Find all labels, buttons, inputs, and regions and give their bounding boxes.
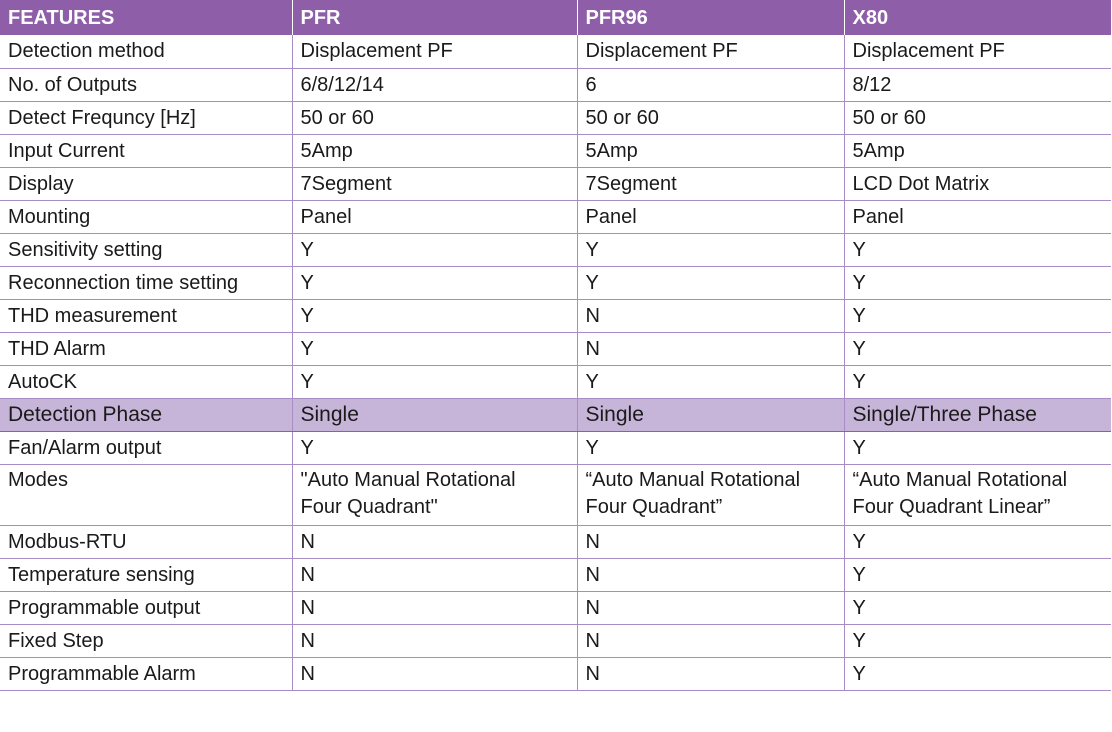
x80-value-cell: Y — [844, 657, 1111, 690]
header-features: FEATURES — [0, 0, 292, 35]
pfr96-value-cell: N — [577, 624, 844, 657]
x80-value-cell: Single/Three Phase — [844, 398, 1111, 431]
pfr-value-cell: Y — [292, 299, 577, 332]
table-row — [0, 431, 1111, 464]
pfr-value-cell: Y — [292, 332, 577, 365]
pfr96-value-cell: Displacement PF — [577, 35, 844, 68]
table-row — [0, 266, 1111, 299]
pfr-value-cell: Y — [292, 365, 577, 398]
pfr96-value-cell: N — [577, 558, 844, 591]
feature-name-cell: THD measurement — [0, 299, 292, 332]
pfr96-value-cell: N — [577, 332, 844, 365]
table-row — [0, 464, 1111, 525]
pfr-value-cell: N — [292, 624, 577, 657]
feature-name-cell: No. of Outputs — [0, 68, 292, 101]
feature-name-cell: THD Alarm — [0, 332, 292, 365]
header-pfr96: PFR96 — [577, 0, 844, 35]
feature-name-cell: Detection method — [0, 35, 292, 68]
table-row — [0, 591, 1111, 624]
x80-value-cell: 8/12 — [844, 68, 1111, 101]
pfr96-value-cell: Y — [577, 431, 844, 464]
table-row — [0, 525, 1111, 558]
table-row — [0, 35, 1111, 68]
header-x80: X80 — [844, 0, 1111, 35]
pfr96-value-cell: N — [577, 591, 844, 624]
table-row — [0, 398, 1111, 431]
pfr96-value-cell: 5Amp — [577, 134, 844, 167]
pfr-value-cell: 6/8/12/14 — [292, 68, 577, 101]
header-pfr: PFR — [292, 0, 577, 35]
pfr-value-cell: 7Segment — [292, 167, 577, 200]
feature-name-cell: Fixed Step — [0, 624, 292, 657]
header-row — [0, 0, 1111, 35]
x80-value-cell: Y — [844, 591, 1111, 624]
pfr96-value-cell: N — [577, 299, 844, 332]
table-row — [0, 332, 1111, 365]
table-row — [0, 101, 1111, 134]
pfr96-value-cell: 50 or 60 — [577, 101, 844, 134]
pfr-value-cell: Panel — [292, 200, 577, 233]
pfr96-value-cell: 7Segment — [577, 167, 844, 200]
pfr-value-cell: N — [292, 558, 577, 591]
table-row — [0, 657, 1111, 690]
x80-value-cell: Y — [844, 365, 1111, 398]
table-row — [0, 134, 1111, 167]
pfr96-value-cell: N — [577, 525, 844, 558]
feature-name-cell: Detect Frequncy [Hz] — [0, 101, 292, 134]
pfr-value-cell: N — [292, 525, 577, 558]
x80-value-line: Four Quadrant Linear” — [852, 495, 1051, 518]
x80-value-cell: Y — [844, 332, 1111, 365]
table-row — [0, 68, 1111, 101]
feature-name-cell: Detection Phase — [0, 398, 292, 431]
table-row — [0, 167, 1111, 200]
pfr96-value-cell — [577, 464, 844, 525]
feature-name-cell: AutoCK — [0, 365, 292, 398]
x80-value-cell: 5Amp — [844, 134, 1111, 167]
pfr-value-cell: Displacement PF — [292, 35, 577, 68]
feature-name-cell: Programmable output — [0, 591, 292, 624]
table-row — [0, 624, 1111, 657]
feature-name-cell: Reconnection time setting — [0, 266, 292, 299]
pfr96-value-line: “Auto Manual Rotational — [585, 468, 801, 491]
x80-value-cell: Y — [844, 525, 1111, 558]
pfr96-value-cell: Panel — [577, 200, 844, 233]
x80-value-cell: Panel — [844, 200, 1111, 233]
x80-value-cell: Y — [844, 624, 1111, 657]
pfr-value-cell: Y — [292, 266, 577, 299]
pfr96-value-cell: Single — [577, 398, 844, 431]
feature-name-cell: Fan/Alarm output — [0, 431, 292, 464]
table-row — [0, 558, 1111, 591]
x80-value-cell: Y — [844, 299, 1111, 332]
x80-value-cell: Displacement PF — [844, 35, 1111, 68]
pfr-value-cell: Single — [292, 398, 577, 431]
feature-name-cell: Programmable Alarm — [0, 657, 292, 690]
feature-name-cell: Mounting — [0, 200, 292, 233]
table-body — [0, 35, 1111, 690]
x80-value-cell: Y — [844, 431, 1111, 464]
table-row — [0, 200, 1111, 233]
feature-name-cell: Temperature sensing — [0, 558, 292, 591]
pfr-value-cell: 5Amp — [292, 134, 577, 167]
pfr-value-cell: Y — [292, 431, 577, 464]
feature-name-cell: Modes — [0, 464, 292, 525]
feature-name-cell: Sensitivity setting — [0, 233, 292, 266]
pfr-value-cell: N — [292, 657, 577, 690]
feature-name-cell: Input Current — [0, 134, 292, 167]
table-row — [0, 233, 1111, 266]
x80-value-cell: Y — [844, 266, 1111, 299]
pfr-value-line: Four Quadrant" — [300, 495, 438, 518]
table-row — [0, 299, 1111, 332]
pfr96-value-cell: N — [577, 657, 844, 690]
x80-value-cell — [844, 464, 1111, 525]
x80-value-cell: 50 or 60 — [844, 101, 1111, 134]
pfr-value-cell: Y — [292, 233, 577, 266]
pfr-value-cell: 50 or 60 — [292, 101, 577, 134]
feature-name-cell: Modbus-RTU — [0, 525, 292, 558]
table-row — [0, 365, 1111, 398]
pfr96-value-cell: Y — [577, 233, 844, 266]
x80-value-cell: Y — [844, 558, 1111, 591]
x80-value-cell: LCD Dot Matrix — [844, 167, 1111, 200]
pfr96-value-line: Four Quadrant” — [585, 495, 723, 518]
pfr-value-cell: N — [292, 591, 577, 624]
pfr96-value-cell: 6 — [577, 68, 844, 101]
pfr96-value-cell: Y — [577, 266, 844, 299]
x80-value-line: “Auto Manual Rotational — [852, 468, 1068, 491]
table-header — [0, 0, 1111, 35]
pfr96-value-cell: Y — [577, 365, 844, 398]
pfr-value-cell — [292, 464, 577, 525]
pfr-value-line: "Auto Manual Rotational — [300, 468, 516, 491]
x80-value-cell: Y — [844, 233, 1111, 266]
feature-name-cell: Display — [0, 167, 292, 200]
